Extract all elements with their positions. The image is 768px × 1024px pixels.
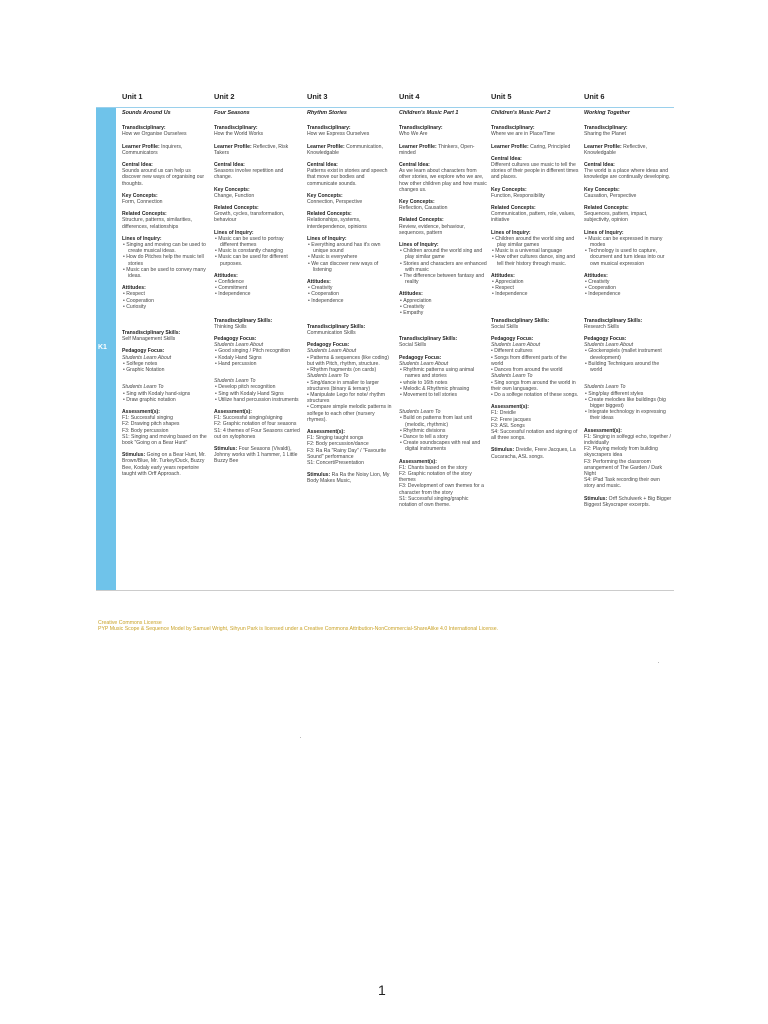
learner-profile xyxy=(399,144,487,156)
related-concepts xyxy=(399,217,487,236)
lines-of-inquiry-label: Lines of Inquiry: xyxy=(122,235,162,242)
pedagogy-to xyxy=(122,391,210,403)
pedagogy-about-item: • Kodaly Hand Signs xyxy=(214,355,302,361)
lines-of-inquiry-item: • How do Pitches help the music tell stories xyxy=(122,254,210,266)
unit-header: Unit 4 xyxy=(399,92,420,101)
pedagogy-sublabel: Students Learn To xyxy=(399,409,441,416)
pedagogy-sublabel: Students Learn About xyxy=(491,342,541,349)
stimulus-label: Stimulus: xyxy=(491,447,515,454)
unit-theme: Sounds Around Us xyxy=(122,110,171,116)
pedagogy-to-item: • Sing with Kodaly hand-signs xyxy=(122,391,210,397)
pedagogy-about-text: • Different cultures • Songs from different parts of the world • Dances from around the world xyxy=(491,348,567,374)
lines-of-inquiry-item: • Music can be used to portray different themes xyxy=(214,236,302,248)
lines-of-inquiry-item: • Music is a universal language xyxy=(491,248,579,254)
central-idea-label: Central Idea: xyxy=(122,162,153,169)
central-idea-value: Different cultures use music to tell the stories of their people in different times and places. xyxy=(491,162,579,181)
pedagogy-about xyxy=(122,361,210,373)
learner-profile xyxy=(491,144,579,150)
pedagogy-focus-label: Pedagogy Focus: xyxy=(214,336,257,343)
stimulus-value: Ra Ra the Noisy Lion, My Body Makes Music, xyxy=(307,472,390,485)
unit-column xyxy=(584,110,672,514)
lines-of-inquiry-item: • Singing and moving can be used to create musical ideas. xyxy=(122,242,210,254)
transdisciplinary-theme-value: How we Express Ourselves xyxy=(307,131,370,138)
pedagogy-focus-label: Pedagogy Focus: xyxy=(491,336,534,343)
attitudes xyxy=(214,273,302,298)
header-divider xyxy=(96,107,674,108)
learner-profile-value: Reflective, Knowledgable xyxy=(584,143,647,156)
key-concepts-label: Key Concepts: xyxy=(399,199,435,206)
key-concepts-label: Key Concepts: xyxy=(491,186,527,193)
pedagogy-to xyxy=(399,415,487,452)
grade-sidebar xyxy=(96,108,116,590)
attitudes xyxy=(399,291,487,316)
transdisciplinary-theme xyxy=(214,125,302,137)
transdisciplinary-skills-label: Transdisciplinary Skills: xyxy=(122,330,181,337)
scan-speck xyxy=(658,662,659,663)
related-concepts xyxy=(584,205,672,224)
pedagogy-sublabel: Students Learn About xyxy=(399,360,449,367)
stimulus-label: Stimulus: xyxy=(214,445,238,452)
lines-of-inquiry-label: Lines of Inquiry: xyxy=(584,229,624,236)
stimulus-label: Stimulus: xyxy=(122,452,146,459)
key-concepts-label: Key Concepts: xyxy=(122,192,158,199)
transdisciplinary-skills-label: Transdisciplinary Skills: xyxy=(584,317,643,324)
attitudes-item: • Independence xyxy=(214,291,302,297)
pedagogy-about-item: • Hand percussion xyxy=(214,361,302,367)
related-concepts xyxy=(307,211,395,230)
attitudes-label: Attitudes: xyxy=(399,291,423,298)
pedagogy-to-item: • Build on patterns from last unit (melodic, rhythmic) xyxy=(399,415,487,427)
pedagogy-sublabel: Students Learn To xyxy=(214,378,256,385)
learner-profile-label: Learner Profile: xyxy=(491,143,529,150)
assessment-label: Assessment(s): xyxy=(214,408,252,415)
attitudes-label: Attitudes: xyxy=(122,285,146,292)
central-idea-value: Patterns exist in stories and speech that move our bodies and communicate sounds. xyxy=(307,168,388,187)
attitudes-item: • Appreciation xyxy=(399,298,487,304)
central-idea-label: Central Idea: xyxy=(491,155,522,162)
transdisciplinary-theme xyxy=(399,125,487,137)
pedagogy-focus xyxy=(399,355,487,453)
pedagogy-about-item: • Glockenspiels (mallet instrument development) xyxy=(584,348,672,360)
attitudes-label: Attitudes: xyxy=(584,272,608,279)
transdisciplinary-skills-value: Social Skills xyxy=(491,323,519,330)
assessment xyxy=(122,409,210,446)
central-idea xyxy=(307,162,395,187)
transdisciplinary-skills xyxy=(584,318,672,330)
pedagogy-to-item: • Sing with Kodaly Hand Signs xyxy=(214,391,302,397)
transdisciplinary-theme xyxy=(584,125,672,137)
learner-profile-label: Learner Profile: xyxy=(307,143,345,150)
transdisciplinary-skills xyxy=(122,330,210,342)
pedagogy-to-item: • Integrate technology in expressing their ideas xyxy=(584,409,672,421)
learner-profile-label: Learner Profile: xyxy=(399,143,437,150)
pedagogy-to-item: • Utilize hand percussion instruments xyxy=(214,397,302,403)
related-concepts-label: Related Concepts: xyxy=(584,205,629,212)
related-concepts-value: Sequences, pattern, impact, subjectivity, opinion xyxy=(584,211,648,224)
pedagogy-focus-label: Pedagogy Focus: xyxy=(399,354,442,361)
assessment-value: F1: Chants based on the story F2: Graphic notation of the story themes F3: Development of own themes for a character from the story S1: Successful singing/graphic notation of own theme. xyxy=(399,464,484,508)
related-concepts-label: Related Concepts: xyxy=(491,205,536,212)
learner-profile xyxy=(214,144,302,156)
pedagogy-about-item: • Graphic Notation xyxy=(122,367,210,373)
transdisciplinary-theme-value: Who We Are xyxy=(399,131,428,138)
learner-profile xyxy=(584,144,672,156)
assessment xyxy=(584,428,672,490)
pedagogy-sublabel: Students Learn To xyxy=(307,373,349,380)
assessment xyxy=(307,429,395,466)
related-concepts xyxy=(214,205,302,224)
learner-profile-value: Reflective, Risk Takers xyxy=(214,143,289,156)
key-concepts-value: Form, Connection xyxy=(122,199,163,206)
central-idea xyxy=(491,156,579,181)
learner-profile-value: Communication, Knowledgable xyxy=(307,143,383,156)
transdisciplinary-skills-value: Research Skills xyxy=(584,323,620,330)
attitudes xyxy=(491,273,579,298)
attitudes xyxy=(122,285,210,310)
stimulus xyxy=(307,472,395,484)
license-text: PYP Music Scope & Sequence Model by Samuel Wright, Sihyun Park is licensed under a Creative Commons Attribution-NonCommercial-ShareAlike 4.0 International License. xyxy=(98,626,499,633)
stimulus xyxy=(122,452,210,477)
grade-label: K1 xyxy=(98,344,107,351)
unit-theme: Working Together xyxy=(584,110,630,116)
pedagogy-about-item: • Movement to tell stories xyxy=(399,392,487,398)
pedagogy-focus-label: Pedagogy Focus: xyxy=(584,336,627,343)
pedagogy-sublabel: Students Learn About xyxy=(122,354,172,361)
stimulus-value: Dreidle, Frere Jacques, La Cucaracha, ASL songs. xyxy=(491,447,576,460)
assessment-label: Assessment(s): xyxy=(307,428,345,435)
page-number: 1 xyxy=(378,982,386,998)
assessment-value: F1: Successful singing F2: Drawing pitch shapes F3: Body percussion S1: Singing and moving based on the book "Going on a Bear Hunt" xyxy=(122,415,207,446)
pedagogy-sublabel: Students Learn To xyxy=(584,384,626,391)
attitudes-item: • Independence xyxy=(307,298,395,304)
pedagogy-sublabel: Students Learn About xyxy=(214,342,264,349)
unit-header: Unit 5 xyxy=(491,92,512,101)
lines-of-inquiry-label: Lines of Inquiry: xyxy=(399,242,439,249)
lines-of-inquiry-item: • Children around the world sing and play similar games xyxy=(491,236,579,248)
lines-of-inquiry-label: Lines of Inquiry: xyxy=(491,229,531,236)
transdisciplinary-theme-value: How we Organise Ourselves xyxy=(122,131,187,138)
attitudes-item: • Creativity xyxy=(399,304,487,310)
transdisciplinary-theme-label: Transdisciplinary: xyxy=(122,125,166,132)
pedagogy-about-item: • Rhythmic patterns using animal names and stories xyxy=(399,367,487,379)
related-concepts-value: Relationships, systems, interdependence, opinions xyxy=(307,217,367,230)
pedagogy-sublabel: Students Learn To xyxy=(491,373,533,380)
unit-theme: Children's Music Part 1 xyxy=(399,110,459,116)
assessment-label: Assessment(s): xyxy=(491,404,529,411)
attitudes xyxy=(307,279,395,304)
assessment xyxy=(214,409,302,440)
transdisciplinary-theme-label: Transdisciplinary: xyxy=(584,125,628,132)
attitudes-item: • Cooperation xyxy=(584,285,672,291)
pedagogy-focus xyxy=(307,342,395,423)
unit-theme: Children's Music Part 2 xyxy=(491,110,551,116)
lines-of-inquiry xyxy=(399,242,487,285)
attitudes xyxy=(584,273,672,298)
transdisciplinary-theme-value: Sharing the Planet xyxy=(584,131,626,138)
related-concepts-value: Growth, cycles, transformation, behaviour xyxy=(214,211,285,224)
key-concepts xyxy=(214,187,302,199)
lines-of-inquiry-label: Lines of Inquiry: xyxy=(307,235,347,242)
key-concepts-value: Connection, Perspective xyxy=(307,199,363,206)
transdisciplinary-theme-label: Transdisciplinary: xyxy=(214,125,258,132)
pedagogy-to-text: • Sing/dance in smaller to larger structures (binary & ternary) • Manipulate Lego for note/ rhythm structures • Compare simple melodic patterns in solfege to each other (nursery rhymes). xyxy=(307,379,392,423)
pedagogy-sublabel: Students Learn About xyxy=(584,342,634,349)
learner-profile xyxy=(307,144,395,156)
related-concepts-value: Communication, pattern, role, values, initiative xyxy=(491,211,576,224)
stimulus xyxy=(491,447,579,459)
central-idea-value: The world is a place where ideas and knowledge are continually developing. xyxy=(584,168,671,181)
unit-header: Unit 6 xyxy=(584,92,605,101)
stimulus-value: Orff Schulwerk + Big Bigger Biggest Skyscraper excerpts. xyxy=(584,495,672,508)
attitudes-item: • Creativity xyxy=(584,279,672,285)
transdisciplinary-skills xyxy=(491,318,579,330)
attitudes-label: Attitudes: xyxy=(491,272,515,279)
license-title-link[interactable]: Creative Commons License xyxy=(98,620,162,626)
pedagogy-about-item: • Building Techniques around the world xyxy=(584,361,672,373)
transdisciplinary-skills-value: Social Skills xyxy=(399,342,427,349)
key-concepts-label: Key Concepts: xyxy=(584,186,620,193)
stimulus xyxy=(214,446,302,465)
attitudes-item: • Independence xyxy=(491,291,579,297)
transdisciplinary-theme-label: Transdisciplinary: xyxy=(307,125,351,132)
pedagogy-focus xyxy=(122,348,210,402)
key-concepts-value: Reflection, Causation xyxy=(399,205,448,212)
related-concepts xyxy=(491,205,579,224)
lines-of-inquiry-item: • The difference between fantasy and reality xyxy=(399,273,487,285)
lines-of-inquiry xyxy=(307,236,395,273)
pedagogy-about xyxy=(399,367,487,398)
lines-of-inquiry xyxy=(491,230,579,267)
lines-of-inquiry-item: • Music is constantly changing xyxy=(214,248,302,254)
attitudes-item: • Confidence xyxy=(214,279,302,285)
transdisciplinary-theme xyxy=(122,125,210,137)
assessment-value: F1: Singing taught songs F2: Body percussion/dance F3: Ra Ra "Rainy Day" / "Favourite Sound" performance S1: Concert/Presentation xyxy=(307,435,387,466)
pedagogy-about-item: • Good singing / Pitch recognition xyxy=(214,348,302,354)
pedagogy-to-item: • Sing/play different styles xyxy=(584,391,672,397)
key-concepts-value: Causation, Perspective xyxy=(584,192,637,199)
transdisciplinary-skills-label: Transdisciplinary Skills: xyxy=(214,317,273,324)
unit-theme: Rhythm Stories xyxy=(307,110,347,116)
assessment xyxy=(399,459,487,509)
assessment-label: Assessment(s): xyxy=(122,408,160,415)
transdisciplinary-skills-label: Transdisciplinary Skills: xyxy=(307,323,366,330)
central-idea-value: As we learn about characters from other stories, we explore who we are, how other children play and how music changes us. xyxy=(399,168,487,193)
central-idea xyxy=(584,162,672,181)
transdisciplinary-theme-label: Transdisciplinary: xyxy=(399,125,443,132)
related-concepts-label: Related Concepts: xyxy=(399,217,444,224)
scan-speck xyxy=(300,737,301,738)
attitudes-item: • Creativity xyxy=(307,285,395,291)
pedagogy-sublabel: Students Learn To xyxy=(122,384,164,391)
key-concepts xyxy=(122,193,210,205)
key-concepts-label: Key Concepts: xyxy=(307,192,343,199)
attitudes-item: • Commitment xyxy=(214,285,302,291)
learner-profile-label: Learner Profile: xyxy=(584,143,622,150)
lines-of-inquiry xyxy=(214,230,302,267)
pedagogy-focus-label: Pedagogy Focus: xyxy=(307,342,350,349)
attitudes-label: Attitudes: xyxy=(214,272,238,279)
central-idea xyxy=(122,162,210,187)
attitudes-item: • Cooperation xyxy=(122,298,210,304)
pedagogy-to-text: • Sing songs from around the world in their own languages. • Do a solfege notation of these songs. xyxy=(491,379,579,398)
attitudes-item: • Independence xyxy=(584,291,672,297)
transdisciplinary-skills-label: Transdisciplinary Skills: xyxy=(399,336,458,343)
attitudes-item: • Respect xyxy=(122,291,210,297)
lines-of-inquiry-item: • Music can be used for different purposes. xyxy=(214,254,302,266)
related-concepts xyxy=(122,211,210,230)
unit-column xyxy=(214,110,302,471)
pedagogy-about xyxy=(584,348,672,373)
central-idea xyxy=(399,162,487,193)
stimulus xyxy=(584,496,672,508)
pedagogy-to-item: • Create soundscapes with real and digital instruments xyxy=(399,440,487,452)
central-idea-value: Seasons involve repetition and change. xyxy=(214,168,284,181)
transdisciplinary-skills-value: Communication Skills xyxy=(307,330,356,337)
attitudes-item: • Cooperation xyxy=(307,291,395,297)
assessment-value: F1: Singing in solfeggi echo, together / individually F2: Playing melody from building skyscrapers idea F3: Performing the classroom arrangement of The Garden / Dark Night S4: iPad Task recording their own story and music. xyxy=(584,433,671,490)
pedagogy-about-item: • whole to 16th notes xyxy=(399,380,487,386)
transdisciplinary-theme-label: Transdisciplinary: xyxy=(491,125,535,132)
lines-of-inquiry-item: • How other cultures dance, sing and tell their history through music. xyxy=(491,254,579,266)
attitudes-item: • Respect xyxy=(491,285,579,291)
key-concepts-value: Function, Responsibility xyxy=(491,192,545,199)
pedagogy-about-item: • Solfege notes xyxy=(122,361,210,367)
lines-of-inquiry-item: • Music is everywhere xyxy=(307,254,395,260)
transdisciplinary-skills-value: Self Management Skills xyxy=(122,336,176,343)
assessment-label: Assessment(s): xyxy=(399,458,437,465)
stimulus-value: Four Seasons (Vivaldi), Johnny works with 1 hammer, 1 Little Buzzy Bee xyxy=(214,445,298,465)
pedagogy-to xyxy=(584,391,672,422)
assessment xyxy=(491,404,579,441)
stimulus-label: Stimulus: xyxy=(584,495,608,502)
assessment-value: F1: Successful singing/signing F2: Graphic notation of four seasons S1: 4 themes of Four Seasons carried out on xylophones xyxy=(214,415,300,440)
lines-of-inquiry-item: • Stories and characters are enhanced with music xyxy=(399,261,487,273)
related-concepts-label: Related Concepts: xyxy=(122,211,167,218)
central-idea-label: Central Idea: xyxy=(307,162,338,169)
central-idea-label: Central Idea: xyxy=(584,162,615,169)
transdisciplinary-skills-label: Transdisciplinary Skills: xyxy=(491,317,550,324)
lines-of-inquiry-item: • Children around the world sing and play similar game xyxy=(399,248,487,260)
unit-header-row xyxy=(118,92,674,106)
lines-of-inquiry-item: • Everything around has it's own unique sound xyxy=(307,242,395,254)
key-concepts xyxy=(399,199,487,211)
transdisciplinary-theme xyxy=(307,125,395,137)
learner-profile-value: Caring, Principled xyxy=(530,143,571,150)
pedagogy-about-item: • Melodic & Rhythmic phrasing xyxy=(399,386,487,392)
related-concepts-value: Review, evidence, behaviour, sequences, pattern xyxy=(399,223,465,236)
key-concepts-label: Key Concepts: xyxy=(214,186,250,193)
central-idea-label: Central Idea: xyxy=(214,162,245,169)
pedagogy-to-item: • Draw graphic notation xyxy=(122,397,210,403)
attitudes-item: • Appreciation xyxy=(491,279,579,285)
related-concepts-value: Structure, patterns, similarities, differences, relationships xyxy=(122,217,192,230)
pedagogy-about xyxy=(214,348,302,367)
unit-column xyxy=(122,110,210,483)
pedagogy-to-item: • Develop pitch recognition xyxy=(214,384,302,390)
attitudes-item: • Empathy xyxy=(399,310,487,316)
key-concepts xyxy=(307,193,395,205)
central-idea xyxy=(214,162,302,181)
transdisciplinary-theme-value: Where we are in Place/Time xyxy=(491,131,555,138)
pedagogy-to-item: • Dance to tell a story xyxy=(399,434,487,440)
unit-header: Unit 1 xyxy=(122,92,143,101)
assessment-value: F1: Dreidle F2: Frere jacques F3: ASL Songs S4: Successful notation and signing of all three songs. xyxy=(491,410,578,442)
pedagogy-sublabel: Students Learn About xyxy=(307,348,357,355)
transdisciplinary-skills-value: Thinking Skills xyxy=(214,323,247,330)
lines-of-inquiry xyxy=(584,230,672,267)
lines-of-inquiry-item: • Music can be used to convey many ideas. xyxy=(122,267,210,279)
pedagogy-focus xyxy=(491,336,579,398)
lines-of-inquiry xyxy=(122,236,210,279)
table-bottom-border xyxy=(96,590,674,591)
transdisciplinary-skills xyxy=(399,336,487,348)
learner-profile xyxy=(122,144,210,156)
learner-profile-label: Learner Profile: xyxy=(122,143,160,150)
license-footer xyxy=(98,620,498,632)
learner-profile-label: Learner Profile: xyxy=(214,143,252,150)
related-concepts-label: Related Concepts: xyxy=(307,211,352,218)
transdisciplinary-skills xyxy=(307,324,395,336)
learner-profile-value: Thinkers, Open-minded xyxy=(399,143,475,156)
related-concepts-label: Related Concepts: xyxy=(214,205,259,212)
stimulus-value: Going on a Bear Hunt, Mr. Brown/Blue, Mr. Turkey/Duck, Buzzy Bee, Kodaly early years repertoire taught with Orff Approach. xyxy=(122,452,206,477)
pedagogy-focus xyxy=(214,336,302,403)
pedagogy-focus-label: Pedagogy Focus: xyxy=(122,348,165,355)
transdisciplinary-theme xyxy=(491,125,579,137)
pedagogy-to-item: • Rhythmic divisions xyxy=(399,428,487,434)
central-idea-label: Central Idea: xyxy=(399,162,430,169)
key-concepts xyxy=(584,187,672,199)
unit-theme: Four Seasons xyxy=(214,110,250,116)
unit-column xyxy=(399,110,487,514)
pedagogy-to-item: • Create melodies like buildings (big bigger biggest) xyxy=(584,397,672,409)
unit-column xyxy=(491,110,579,466)
unit-header: Unit 2 xyxy=(214,92,235,101)
attitudes-item: • Curiosity xyxy=(122,304,210,310)
attitudes-label: Attitudes: xyxy=(307,279,331,286)
pedagogy-to xyxy=(214,384,302,403)
lines-of-inquiry-item: • Music can be expressed in many modes xyxy=(584,236,672,248)
pedagogy-about-text: • Patterns & sequences (like coding) but with Pitch, rhythm, structure. • Rhythm fragments (on cards) xyxy=(307,354,389,374)
assessment-label: Assessment(s): xyxy=(584,427,622,434)
unit-header: Unit 3 xyxy=(307,92,328,101)
transdisciplinary-skills xyxy=(214,318,302,330)
key-concepts-value: Change, Function xyxy=(214,192,255,199)
central-idea-value: Sounds around us can help us discover new ways of organising our thoughts. xyxy=(122,168,205,187)
stimulus-label: Stimulus: xyxy=(307,472,331,479)
lines-of-inquiry-label: Lines of Inquiry: xyxy=(214,229,254,236)
lines-of-inquiry-item: • Technology is used to capture, document and turn ideas into our own musical expression xyxy=(584,248,672,267)
unit-column xyxy=(307,110,395,491)
transdisciplinary-theme-value: How the World Works xyxy=(214,131,264,138)
learner-profile-value: Inquirers, Communicators xyxy=(122,143,183,156)
lines-of-inquiry-item: • We can discover new ways of listening xyxy=(307,261,395,273)
key-concepts xyxy=(491,187,579,199)
pedagogy-focus xyxy=(584,336,672,421)
